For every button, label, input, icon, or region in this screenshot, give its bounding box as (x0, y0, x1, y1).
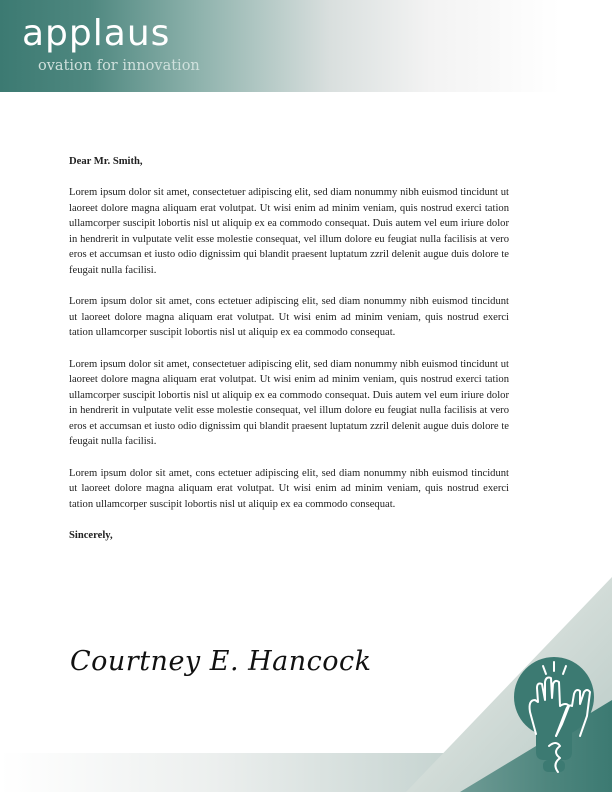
letter-closing: Sincerely, (69, 530, 113, 542)
letter-paragraph: Lorem ipsum dolor sit amet, cons ectetuer adipiscing elit, sed diam nonummy nibh euismod tincidunt ut laoreet dolore magna aliquam erat volutpat. Ut wisi enim ad minim veniam, quis nostrud exerci tation ullamcorper suscipit lobortis nisl ut aliquip ex ea commodo consequat. (69, 296, 509, 339)
letter-paragraph: Lorem ipsum dolor sit amet, consectetuer adipiscing elit, sed diam nonummy nibh euismod tincidunt ut laoreet dolore magna aliquam erat volutpat. Ut wisi enim ad minim veniam, quis nostrud exerci tation ullamcorper suscipit lobortis nisl ut aliquip ex ea commodo consequat. Duis autem vel eum iriure dolor in hendrerit in vulputate velit esse molestie consequat, vel illum dolore eu feugiat nulla facilisis at vero eros et accumsan et iusto odio dignissim qui blandit praesent luptatum zzril delenit augue duis dolore te feugait nulla facilisi. (69, 186, 509, 276)
signature: Courtney E. Hancock (70, 646, 372, 677)
letter-paragraph: Lorem ipsum dolor sit amet, consectetuer adipiscing elit, sed diam nonummy nibh euismod tincidunt ut laoreet dolore magna aliquam erat volutpat. Ut wisi enim ad minim veniam, quis nostrud exerci tation ullamcorper suscipit lobortis nisl ut aliquip ex ea commodo consequat. Duis autem vel eum iriure dolor in hendrerit in vulputate velit esse molestie consequat, vel illum dolore eu feugiat nulla facilisis at vero eros et accumsan et iusto odio dignissim qui blandit praesent luptatum zzril delenit augue duis dolore te feugait nulla facilisi. (69, 358, 509, 448)
brand-tagline: ovation for innovation (38, 58, 200, 74)
brand-logo: applaus (22, 13, 171, 54)
letter-paragraph: Lorem ipsum dolor sit amet, cons ectetuer adipiscing elit, sed diam nonummy nibh euismod tincidunt ut laoreet dolore magna aliquam erat volutpat. Ut wisi enim ad minim veniam, quis nostrud exerci tation ullamcorper suscipit lobortis nisl ut aliquip ex ea commodo consequat. (69, 467, 509, 510)
letter-greeting: Dear Mr. Smith, (69, 156, 143, 167)
